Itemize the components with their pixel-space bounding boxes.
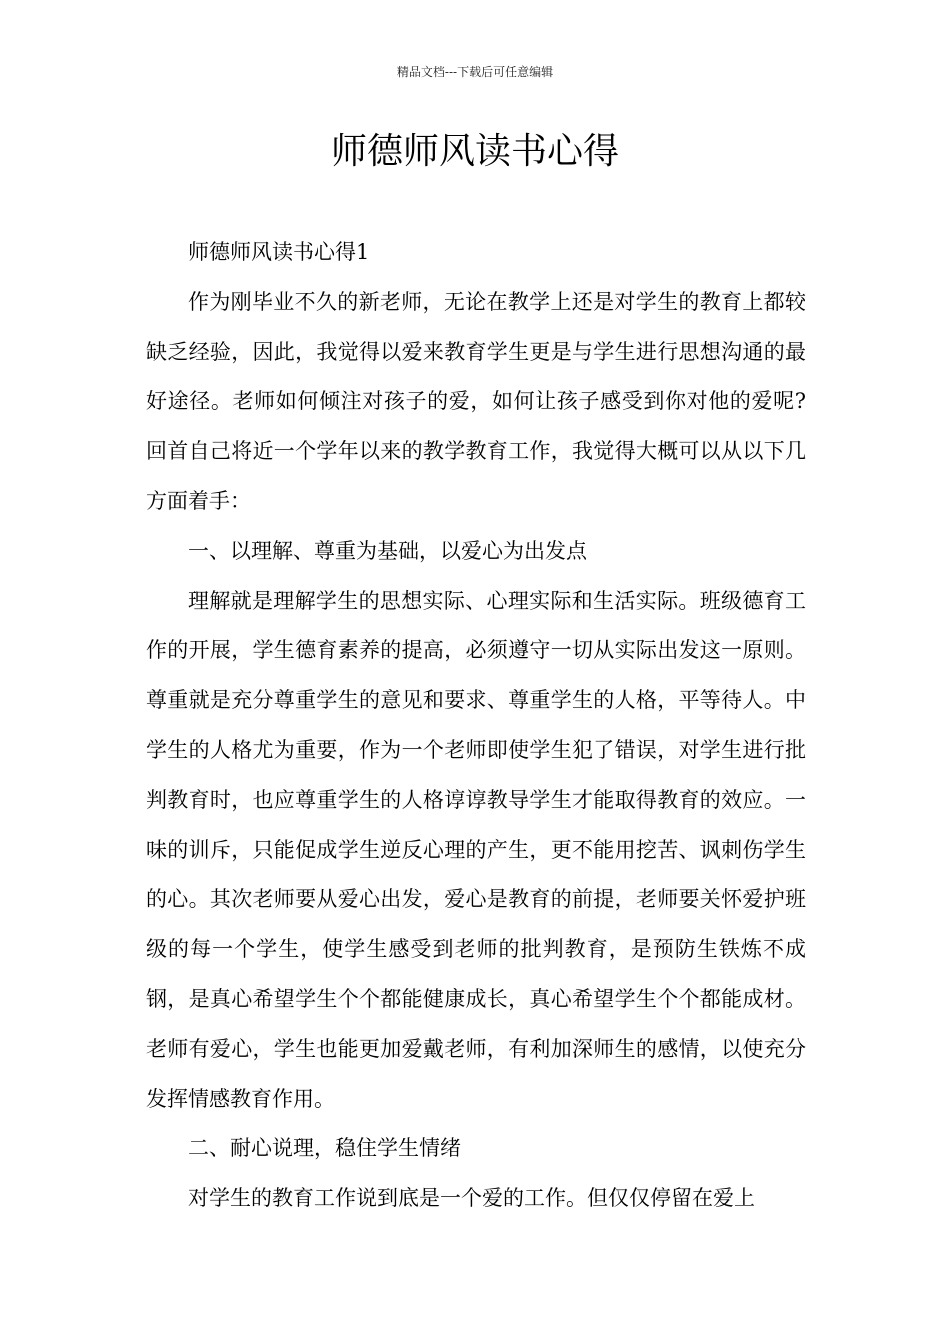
section-heading: 一、以理解、尊重为基础，以爱心为出发点 <box>188 538 587 563</box>
document-body <box>146 228 806 1224</box>
section-heading: 二、耐心说理，稳住学生情绪 <box>188 1136 461 1161</box>
document-title: 师德师风读书心得 <box>330 131 619 172</box>
body-paragraph: 理解就是理解学生的思想实际、心理实际和生活实际。班级德育工作的开展，学生德育素养的提高，必须遵守一切从实际出发这一原则。尊重就是充分尊重学生的意见和要求、尊重学生的人格，平等待人。中学生的人格尤为重要，作为一个老师即使学生犯了错误，对学生进行批判教育时，也应尊重学生的人格谆谆教导学生才能取得教育的效应。一味的训斥，只能促成学生逆反心理的产生，更不能用挖苦、讽刺伤学生的心。其次老师要从爱心出发，爱心是教育的前提，老师要关怀爱护班级的每一个学生，使学生感受到老师的批判教育，是预防生铁炼不成钢，是真心希望学生个个都能健康成长，真心希望学生个个都能成材。老师有爱心，学生也能更加爱戴老师，有利加深师生的感情，以使充分发挥情感教育作用。 <box>146 588 806 1111</box>
header-note: 精品文档---下载后可任意编辑 <box>396 65 554 79</box>
body-paragraph: 对学生的教育工作说到底是一个爱的工作。但仅仅停留在爱上 <box>188 1186 755 1211</box>
body-paragraph: 作为刚毕业不久的新老师，无论在教学上还是对学生的教育上都较缺乏经验，因此，我觉得以爱来教育学生更是与学生进行思想沟通的最好途径。老师如何倾注对孩子的爱，如何让孩子感受到你对他的爱呢?回首自己将近一个学年以来的教学教育工作，我觉得大概可以从以下几方面着手： <box>146 289 806 513</box>
subtitle-paragraph: 师德师风读书心得1 <box>188 240 370 264</box>
